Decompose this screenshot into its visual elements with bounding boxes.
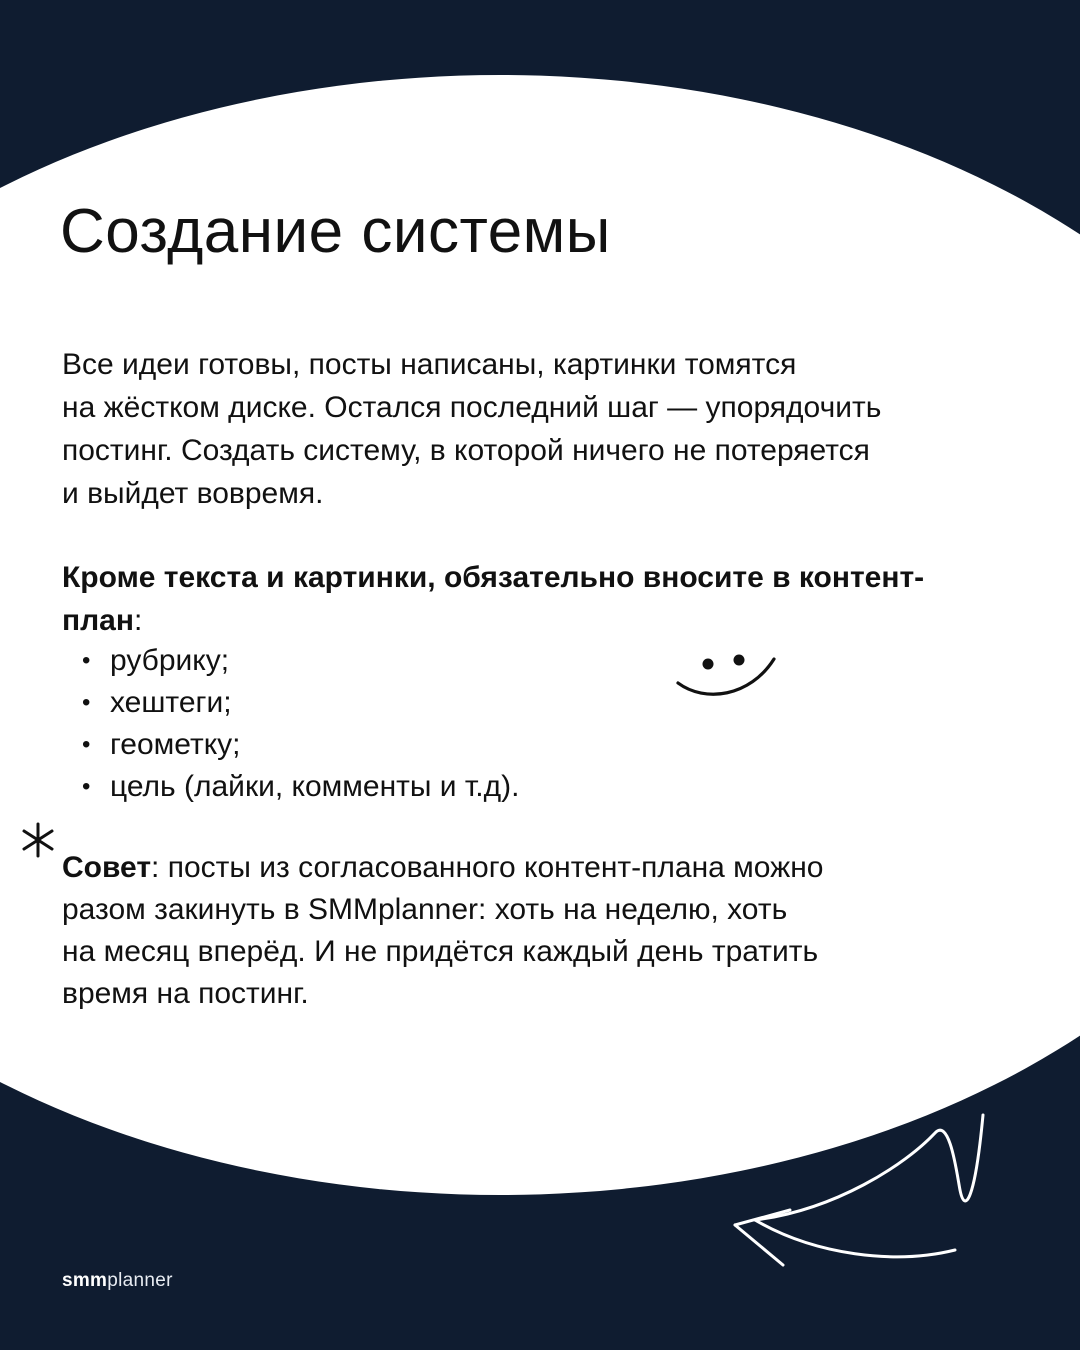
brand-light: planner: [107, 1270, 173, 1291]
brand-bold: smm: [62, 1270, 108, 1291]
lead-suffix: :: [133, 604, 143, 637]
brand-logo: [62, 1270, 173, 1292]
tip-line: [62, 847, 1022, 889]
tip-line1-text: : посты из согласованного контент-плана можно: [151, 851, 824, 884]
page-title: Создание системы: [60, 197, 611, 266]
tip-line: на месяц вперёд. И не придётся каждый день тратить: [62, 935, 819, 968]
bullet-icon: •: [82, 647, 91, 674]
lead-paragraph: [62, 556, 1022, 642]
bullet-icon: •: [82, 689, 91, 716]
bullet-icon: •: [82, 731, 91, 758]
list-item-text: рубрику;: [110, 644, 230, 677]
list-item: [78, 682, 519, 724]
list-item-text: цель (лайки, комменты и т.д).: [110, 770, 520, 803]
tip-line: разом закинуть в SMMplanner: хоть на неделю, хоть: [62, 893, 788, 926]
intro-line: и выйдет вовремя.: [62, 477, 324, 510]
intro-paragraph: [62, 343, 1022, 515]
asterisk-icon: [18, 820, 58, 860]
lead-bold-line2: план: [62, 604, 134, 637]
intro-line: Все идеи готовы, посты написаны, картинки томятся: [62, 348, 797, 381]
tip-label: Совет: [62, 851, 152, 884]
intro-line: на жёстком диске. Остался последний шаг — упорядочить: [62, 391, 882, 424]
list-item-text: хештеги;: [110, 686, 232, 719]
tip-line: время на постинг.: [62, 977, 309, 1010]
checklist: [78, 640, 519, 808]
bullet-icon: •: [82, 773, 91, 800]
curved-arrow-icon: [725, 1105, 1005, 1285]
lead-bold-line1: Кроме текста и картинки, обязательно вносите в контент-: [62, 561, 925, 594]
intro-line: постинг. Создать систему, в которой ничего не потеряется: [62, 434, 870, 467]
list-item: [78, 766, 519, 808]
list-item: [78, 724, 519, 766]
tip-paragraph: [62, 847, 1022, 1015]
list-item-text: геометку;: [110, 728, 241, 761]
list-item: [78, 640, 519, 682]
smiley-icon: [670, 645, 780, 705]
